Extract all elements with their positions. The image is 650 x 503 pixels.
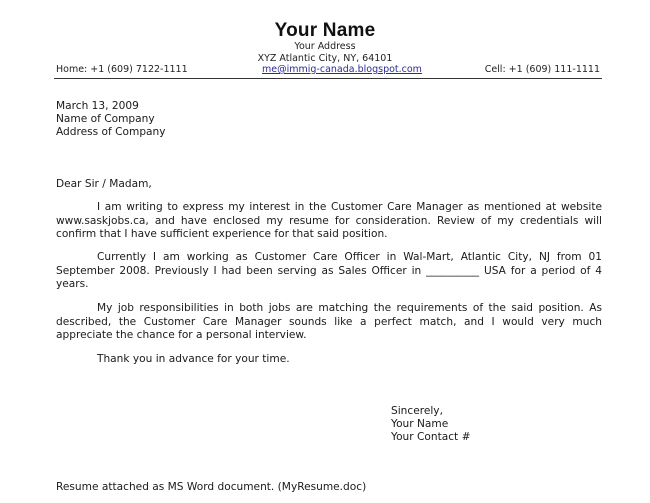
signer-name: Your Name xyxy=(391,418,449,430)
paragraph-3: My job responsibilities in both jobs are matching the requirements of the said position. As described, the Customer Care Manager sounds like a perfect match, and I would very much appreciate the chance for a personal interview. xyxy=(56,302,602,341)
sender-name: Your Name xyxy=(274,20,376,41)
email-link[interactable]: me@immig-canada.blogspot.com xyxy=(262,64,422,75)
signature-block xyxy=(391,405,470,444)
cell-phone: Cell: +1 (609) 111-1111 xyxy=(484,64,600,75)
paragraph-1: I am writing to express my interest in the Customer Care Manager as mentioned at website www.saskjobs.ca, and have enclosed my resume for consideration. Review of my credentials will confirm that I have sufficient experience for that said position. xyxy=(56,201,602,240)
company-name: Name of Company xyxy=(56,113,155,125)
sender-address: Your Address xyxy=(294,41,356,52)
company-address: Address of Company xyxy=(56,126,166,138)
salutation-text: Dear Sir / Madam, xyxy=(56,178,152,190)
closing: Sincerely, xyxy=(391,405,443,417)
header-divider xyxy=(54,78,602,79)
sender-city: XYZ Atlantic City, NY, 64101 xyxy=(257,53,393,64)
signer-contact: Your Contact # xyxy=(391,431,471,443)
home-phone: Home: +1 (609) 7122-1111 xyxy=(56,64,188,75)
letter-date: March 13, 2009 xyxy=(56,100,139,112)
attachment-note: Resume attached as MS Word document. (MyResume.doc) xyxy=(56,481,367,493)
thanks-line: Thank you in advance for your time. xyxy=(97,353,290,365)
salutation xyxy=(56,178,602,191)
recipient-block xyxy=(56,100,602,139)
paragraph-2: Currently I am working as Customer Care Officer in Wal-Mart, Atlantic City, NJ from 01 September 2008. Previously I had been serving as Sales Officer in __________ USA for a period of 4 years. xyxy=(56,251,602,290)
